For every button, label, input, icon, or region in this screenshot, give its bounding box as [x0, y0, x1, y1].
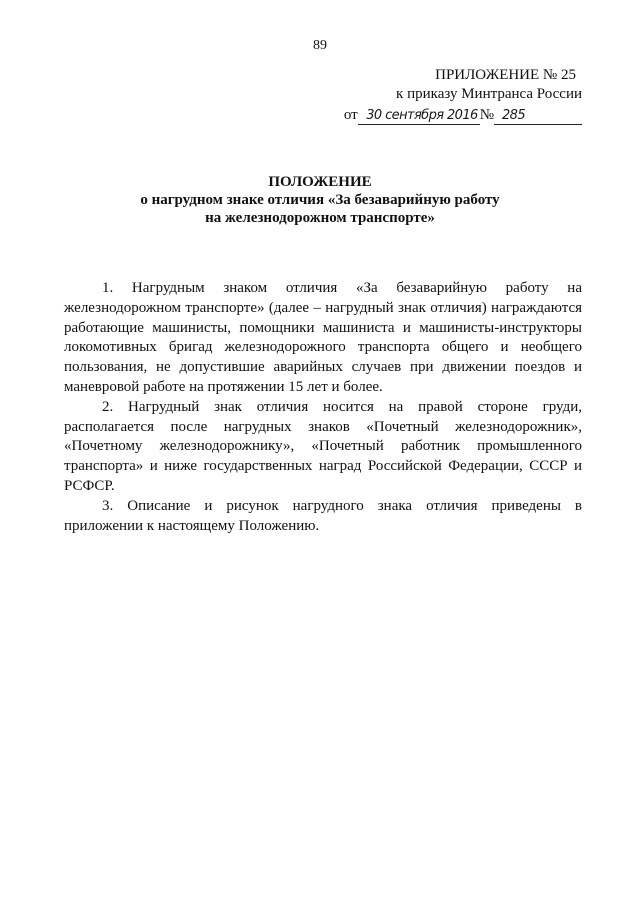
from-prefix: от	[343, 107, 358, 123]
number-prefix: №	[479, 107, 494, 123]
document-title	[0, 173, 640, 227]
title-line-2: о нагрудном знаке отличия «За безаварийную работу	[140, 192, 500, 208]
paragraph-1: 1. Нагрудным знаком отличия «За безаварийную работу на железнодорожном транспорте» (далее – нагрудный знак отличия) награждаются работающие машинисты, помощники машиниста и машинисты-инструкторы локомотивных бригад железнодорожного транспорта общего и необщего пользования, не допустившие аварийных случаев при движении поездов и маневровой работе на протяжении 15 лет и более.	[64, 280, 582, 395]
handwritten-number: 285	[494, 108, 582, 125]
handwritten-date: 30 сентября 2016	[358, 108, 480, 125]
page-number: 89	[313, 38, 327, 53]
order-reference: к приказу Минтранса России	[396, 86, 582, 102]
appendix-header	[344, 66, 582, 125]
document-body	[64, 279, 582, 536]
title-line-3: на железнодорожном транспорте»	[205, 210, 435, 226]
paragraph-2: 2. Нагрудный знак отличия носится на правой стороне груди, располагается после нагрудных знаков «Почетный железнодорожник», «Почетному железнодорожнику», «Почетный работник промышленного транспорта» и ниже государственных наград Российской Федерации, СССР и РСФСР.	[64, 398, 582, 494]
title-line-1: ПОЛОЖЕНИЕ	[268, 174, 372, 190]
order-date-number	[344, 106, 582, 125]
appendix-title: ПРИЛОЖЕНИЕ № 25	[435, 67, 576, 83]
paragraph-3: 3. Описание и рисунок нагрудного знака отличия приведены в приложении к настоящему Положению.	[64, 497, 582, 534]
